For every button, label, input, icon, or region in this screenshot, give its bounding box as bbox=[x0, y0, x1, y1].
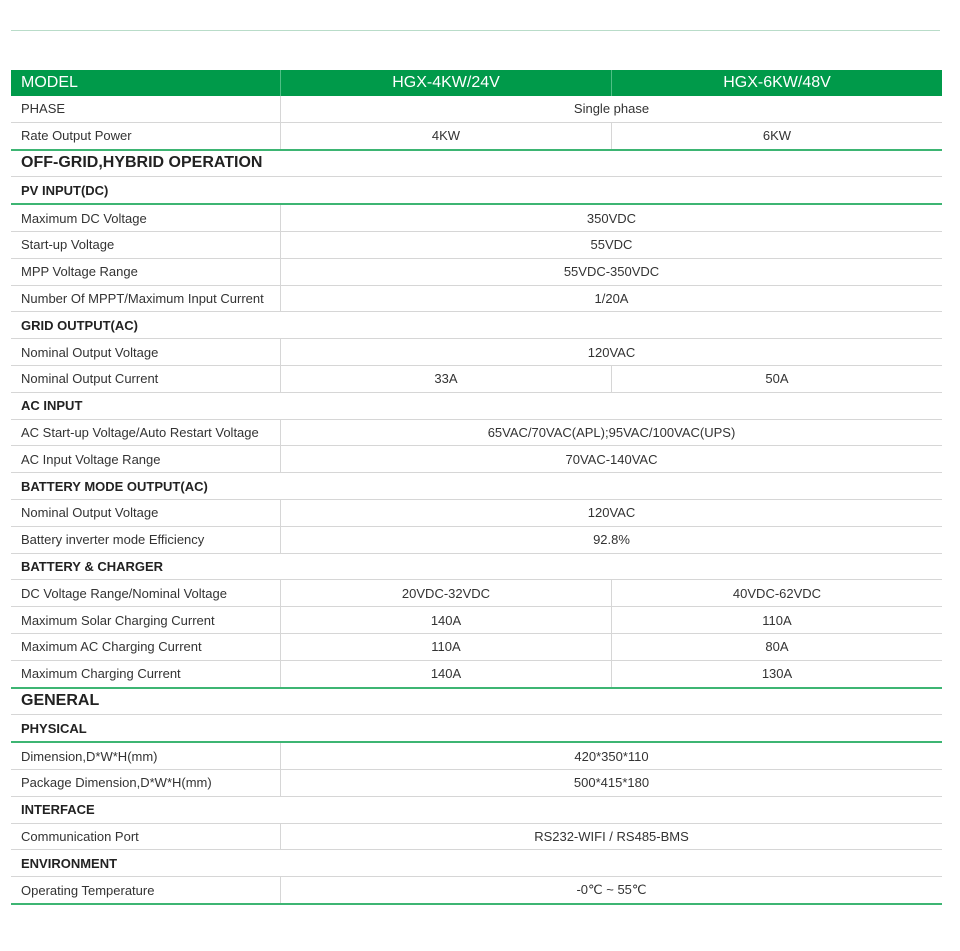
spec-label: Communication Port bbox=[11, 823, 281, 850]
spec-value: -0℃ ~ 55℃ bbox=[281, 877, 943, 904]
spec-value: 120VAC bbox=[281, 499, 943, 526]
spec-label: Start-up Voltage bbox=[11, 231, 281, 258]
spec-label: DC Voltage Range/Nominal Voltage bbox=[11, 580, 281, 607]
spec-row bbox=[11, 580, 942, 607]
section-title: OFF-GRID,HYBRID OPERATION bbox=[11, 150, 942, 177]
spec-row bbox=[11, 526, 942, 553]
model-label: MODEL bbox=[11, 70, 281, 96]
spec-label: Operating Temperature bbox=[11, 877, 281, 904]
spec-label: Maximum Solar Charging Current bbox=[11, 607, 281, 634]
section-heading bbox=[11, 150, 942, 177]
spec-row bbox=[11, 258, 942, 285]
spec-label: AC Start-up Voltage/Auto Restart Voltage bbox=[11, 419, 281, 446]
section-title: GRID OUTPUT(AC) bbox=[11, 312, 942, 339]
spec-label: Dimension,D*W*H(mm) bbox=[11, 742, 281, 769]
spec-value-model-1: 4KW bbox=[281, 122, 612, 149]
spec-row bbox=[11, 742, 942, 769]
spec-table bbox=[11, 70, 942, 905]
spec-row bbox=[11, 769, 942, 796]
spec-label: Maximum DC Voltage bbox=[11, 204, 281, 231]
spec-value: 120VAC bbox=[281, 339, 943, 366]
model-header-row bbox=[11, 70, 942, 96]
section-title: BATTERY & CHARGER bbox=[11, 553, 942, 580]
spec-label: Maximum Charging Current bbox=[11, 660, 281, 687]
spec-value: 500*415*180 bbox=[281, 769, 943, 796]
section-title: PV INPUT(DC) bbox=[11, 177, 942, 204]
spec-row bbox=[11, 823, 942, 850]
spec-value-model-1: 110A bbox=[281, 633, 612, 660]
spec-label: Nominal Output Current bbox=[11, 365, 281, 392]
spec-row bbox=[11, 633, 942, 660]
top-divider bbox=[11, 30, 940, 31]
spec-value: 350VDC bbox=[281, 204, 943, 231]
spec-row bbox=[11, 231, 942, 258]
subsection-heading bbox=[11, 796, 942, 823]
spec-value-model-1: 140A bbox=[281, 660, 612, 687]
spec-value-model-2: 80A bbox=[612, 633, 943, 660]
section-title: INTERFACE bbox=[11, 796, 942, 823]
section-title: ENVIRONMENT bbox=[11, 850, 942, 877]
section-title: BATTERY MODE OUTPUT(AC) bbox=[11, 473, 942, 500]
subsection-heading bbox=[11, 473, 942, 500]
spec-row bbox=[11, 446, 942, 473]
spec-label: Number Of MPPT/Maximum Input Current bbox=[11, 285, 281, 312]
spec-label: MPP Voltage Range bbox=[11, 258, 281, 285]
spec-label: Rate Output Power bbox=[11, 122, 281, 149]
spec-value: 55VDC-350VDC bbox=[281, 258, 943, 285]
spec-value: Single phase bbox=[281, 96, 943, 122]
model-1: HGX-4KW/24V bbox=[281, 70, 612, 96]
spec-row bbox=[11, 204, 942, 231]
spec-row bbox=[11, 499, 942, 526]
spec-value: 65VAC/70VAC(APL);95VAC/100VAC(UPS) bbox=[281, 419, 943, 446]
subsection-heading bbox=[11, 392, 942, 419]
spec-value-model-2: 130A bbox=[612, 660, 943, 687]
section-title: PHYSICAL bbox=[11, 715, 942, 742]
section-title: GENERAL bbox=[11, 688, 942, 715]
subsection-heading bbox=[11, 312, 942, 339]
spec-value-model-2: 50A bbox=[612, 365, 943, 392]
subsection-heading bbox=[11, 715, 942, 742]
spec-value: RS232-WIFI / RS485-BMS bbox=[281, 823, 943, 850]
section-heading bbox=[11, 688, 942, 715]
spec-row bbox=[11, 660, 942, 687]
spec-value: 420*350*110 bbox=[281, 742, 943, 769]
subsection-heading bbox=[11, 177, 942, 204]
spec-value-model-2: 6KW bbox=[612, 122, 943, 149]
section-title: AC INPUT bbox=[11, 392, 942, 419]
spec-value-model-1: 33A bbox=[281, 365, 612, 392]
spec-row bbox=[11, 285, 942, 312]
spec-value-model-2: 110A bbox=[612, 607, 943, 634]
spec-value: 55VDC bbox=[281, 231, 943, 258]
spec-value-model-2: 40VDC-62VDC bbox=[612, 580, 943, 607]
spec-label: Nominal Output Voltage bbox=[11, 499, 281, 526]
spec-row bbox=[11, 96, 942, 122]
spec-row bbox=[11, 607, 942, 634]
spec-label: Maximum AC Charging Current bbox=[11, 633, 281, 660]
spec-label: Package Dimension,D*W*H(mm) bbox=[11, 769, 281, 796]
spec-label: PHASE bbox=[11, 96, 281, 122]
subsection-heading bbox=[11, 850, 942, 877]
spec-label: Nominal Output Voltage bbox=[11, 339, 281, 366]
spec-row bbox=[11, 877, 942, 904]
spec-value: 1/20A bbox=[281, 285, 943, 312]
spec-row bbox=[11, 365, 942, 392]
spec-row bbox=[11, 122, 942, 149]
spec-row bbox=[11, 339, 942, 366]
spec-value: 70VAC-140VAC bbox=[281, 446, 943, 473]
spec-label: Battery inverter mode Efficiency bbox=[11, 526, 281, 553]
model-2: HGX-6KW/48V bbox=[612, 70, 943, 96]
subsection-heading bbox=[11, 553, 942, 580]
spec-row bbox=[11, 419, 942, 446]
spec-value-model-1: 20VDC-32VDC bbox=[281, 580, 612, 607]
spec-value: 92.8% bbox=[281, 526, 943, 553]
spec-label: AC Input Voltage Range bbox=[11, 446, 281, 473]
spec-value-model-1: 140A bbox=[281, 607, 612, 634]
